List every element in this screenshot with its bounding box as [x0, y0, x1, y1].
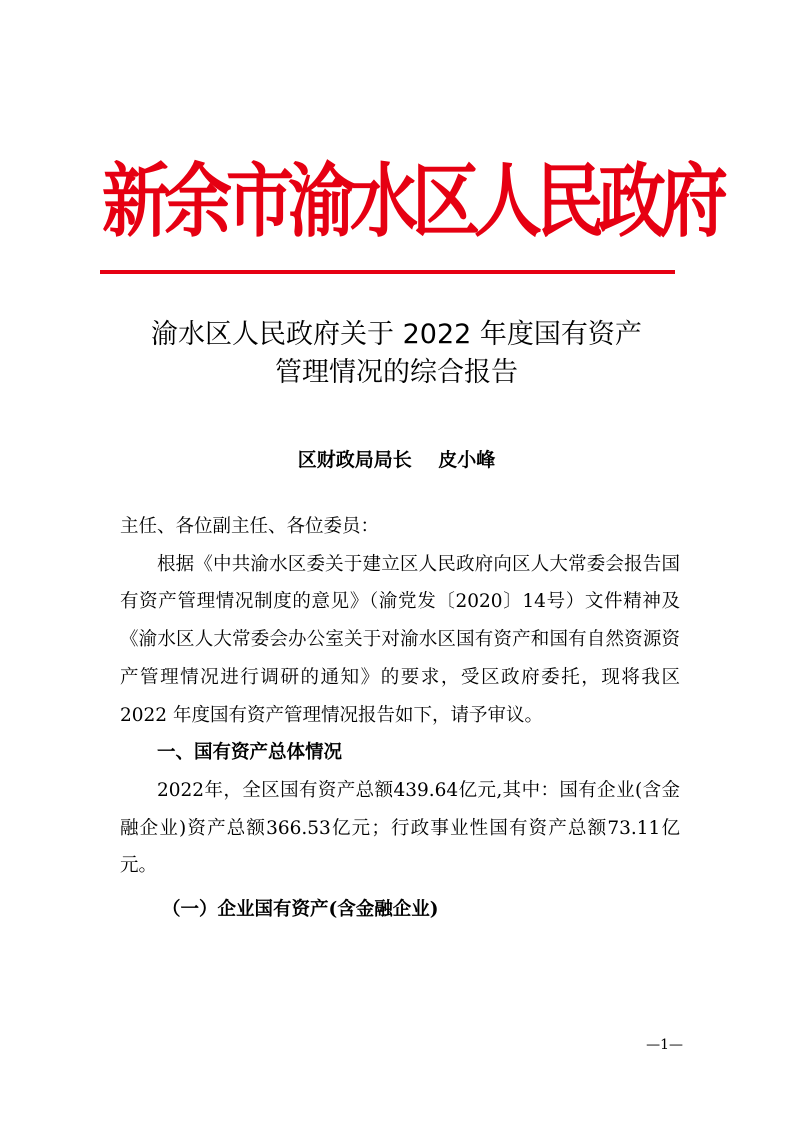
subsection-heading-1: （一）企业国有资产(含金融企业): [162, 899, 439, 921]
document-title: [60, 316, 733, 392]
document-title-line-1: 渝水区人民政府关于 2022 年度国有资产: [151, 319, 642, 350]
author-signature: 区财政局局长 皮小峰: [297, 449, 496, 471]
section-1-paragraph: 2022年，全区国有资产总额439.64亿元,其中：国有企业(含金融企业)资产总额366.53亿元；行政事业性国有资产总额73.11亿元。: [120, 779, 680, 877]
government-masthead: 新余市渝水区人民政府: [102, 154, 723, 250]
document-body: [120, 508, 680, 929]
salutation: 主任、各位副主任、各位委员：: [120, 516, 380, 537]
intro-paragraph: 根据《中共渝水区委关于建立区人民政府向区人大常委会报告国有资产管理情况制度的意见》（渝党发〔2020〕14号）文件精神及《渝水区人大常委会办公室关于对渝水区国有资产和国有自然资源资产管理情况进行调研的通知》的要求，受区政府委托，现将我区 2022 年度国有资产管理情况报告如下，请予审议。: [120, 553, 680, 726]
section-heading-1: 一、国有资产总体情况: [157, 742, 343, 764]
document-title-line-2: 管理情况的综合报告: [275, 357, 518, 388]
red-divider-line: [100, 270, 675, 274]
page-number: —1—: [646, 1037, 683, 1053]
